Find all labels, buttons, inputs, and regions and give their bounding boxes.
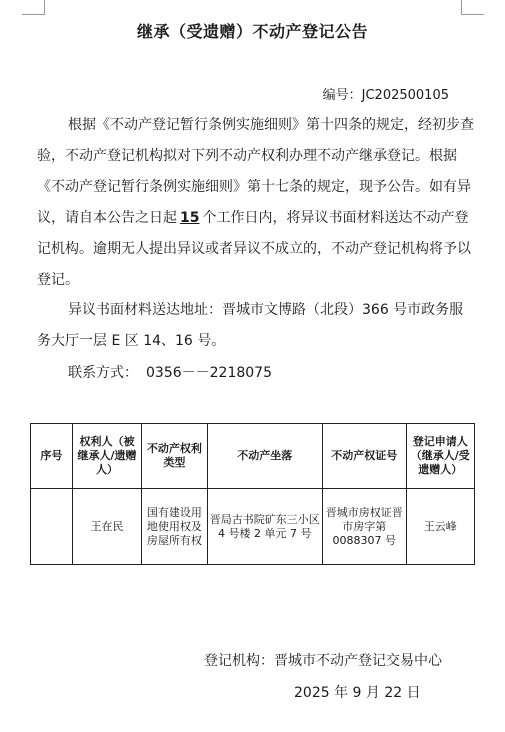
crop-mark-top-left — [22, 0, 45, 15]
cell-seq — [31, 489, 73, 565]
document-number — [323, 84, 449, 103]
header-right-holder: 权利人（被继承人/遗赠人） — [72, 424, 141, 489]
header-certificate: 不动产权证号 — [322, 424, 406, 489]
header-applicant: 登记申请人（继承人/受遗赠人） — [406, 424, 474, 489]
header-location: 不动产坐落 — [207, 424, 322, 489]
document-title: 继承（受遗赠）不动产登记公告 — [136, 22, 368, 41]
document-number-value: JC202500105 — [361, 88, 449, 103]
crop-mark-top-right — [461, 0, 484, 15]
header-right-type: 不动产权利类型 — [142, 424, 207, 489]
notice-paragraph-main — [37, 110, 477, 296]
cell-certificate: 晋城市房权证晋市房字第 0088307 号 — [322, 489, 406, 565]
table-header-row — [31, 424, 475, 489]
contact-phone: 0356－－2218075 — [146, 365, 272, 381]
cell-applicant: 王云峰 — [406, 489, 474, 565]
property-table — [30, 423, 475, 565]
authority-name: 晋城市不动产登记交易中心 — [274, 653, 442, 669]
registration-authority — [204, 650, 442, 670]
cell-right-holder: 王在民 — [72, 489, 141, 565]
cell-location: 晋局古书院矿东三小区 4 号楼 2 单元 7 号 — [207, 489, 322, 565]
contact-label: 联系方式： — [68, 365, 138, 381]
header-seq: 序号 — [31, 424, 73, 489]
table-row — [31, 489, 475, 565]
contact-paragraph — [37, 358, 477, 389]
notice-date: 2025 年 9 月 22 日 — [294, 685, 421, 701]
document-number-label: 编号： — [322, 88, 362, 103]
authority-label: 登记机构： — [204, 653, 274, 669]
cell-right-type: 国有建设用地使用权及房屋所有权 — [142, 489, 207, 565]
objection-address-paragraph: 异议书面材料送达地址：晋城市文博路（北段）366 号市政务服务大厅一层 E 区 14、16 号。 — [37, 302, 464, 349]
notice-text-after: 个工作日内，将异议书面材料送达不动产登记机构。逾期无人提出异议或者异议不成立的，不动产登记机构将予以登记。 — [37, 210, 471, 288]
objection-days: 15 — [180, 210, 200, 226]
notice-text-before: 根据《不动产登记暂行条例实施细则》第十四条的规定，经初步查验，不动产登记机构拟对下列不动产权利办理不动产继承登记。根据《不动产登记暂行条例实施细则》第十七条的规定，现予公告。如有异议，请自本公告之日起 — [37, 117, 474, 226]
